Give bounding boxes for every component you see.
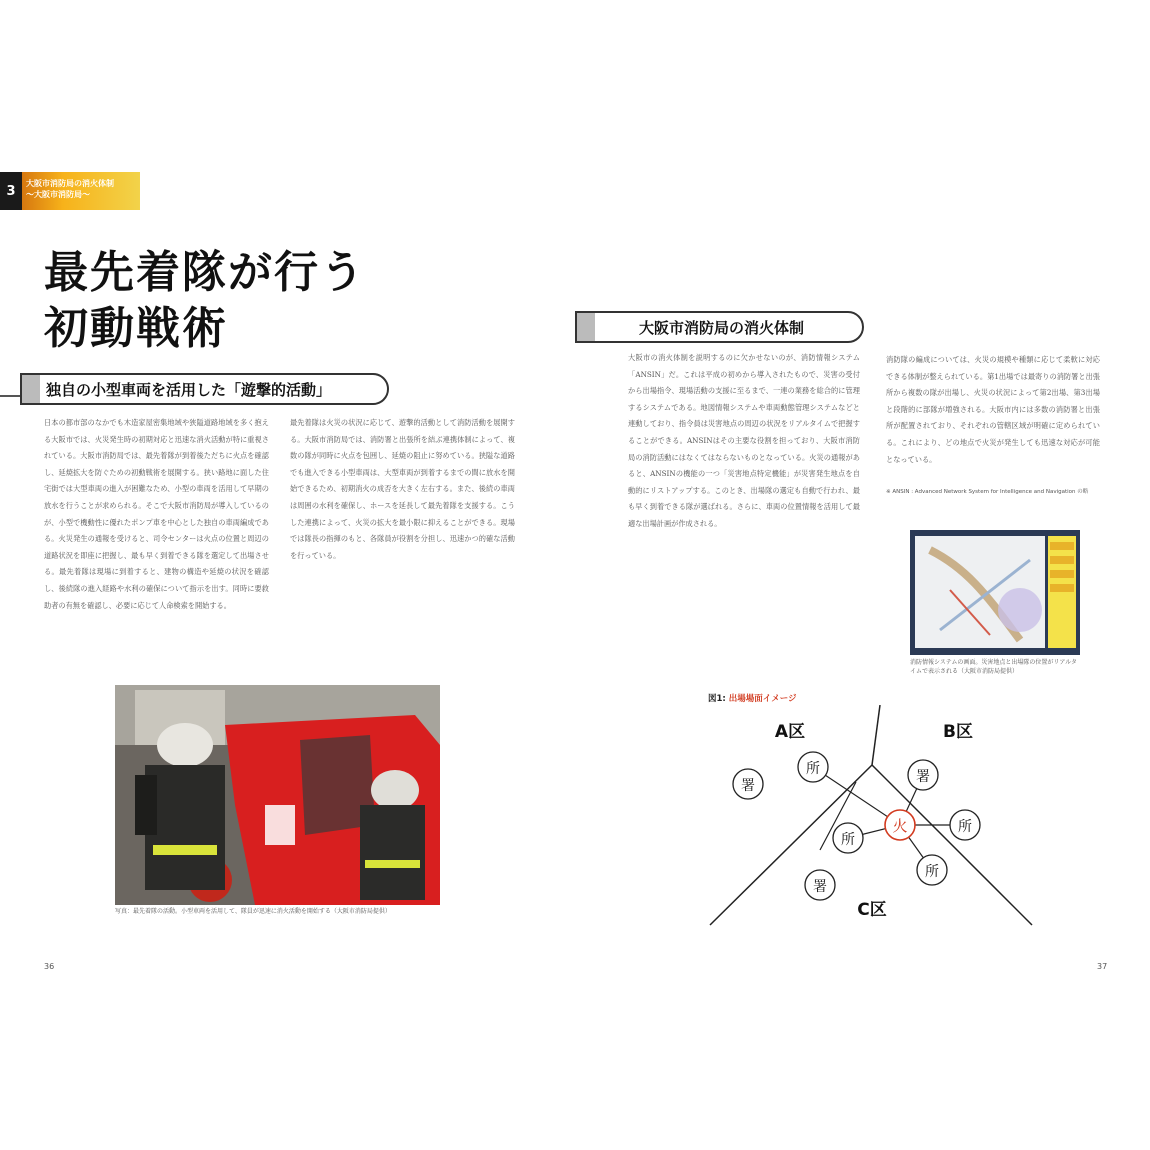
section-heading-1-text: 独自の小型車両を活用した「遊撃的活動」	[46, 381, 332, 399]
svg-text:火: 火	[892, 817, 908, 835]
figure-label-prefix: 図1:	[708, 694, 726, 704]
page-title-line2: 初動戦術	[44, 303, 228, 354]
heading-band	[577, 313, 595, 341]
branch-node	[917, 855, 947, 885]
station-node	[805, 870, 835, 900]
branch-node	[798, 752, 828, 782]
photo-caption-2: 消防情報システムの画面。災害地点と出場隊の位置がリアルタイムで表示される（大阪市消防局提供）	[910, 659, 1077, 675]
svg-text:署: 署	[916, 769, 930, 785]
branch-node	[833, 823, 863, 853]
map-screen-photo	[910, 530, 1080, 655]
svg-text:所: 所	[925, 864, 939, 880]
section-heading-2-text: 大阪市消防局の消火体制	[639, 319, 805, 337]
chapter-label-line2: 〜大阪市消防局〜	[26, 190, 90, 199]
heading-band	[22, 375, 40, 403]
body-column-left-2: 最先着隊は火災の状況に応じて、遊撃的活動として消防活動を展開する。大阪市消防局では、消防署と出張所を結ぶ連携体制によって、複数の隊が同時に火点を包囲し、延焼の阻止に努めている。狭隘な道路でも進入できる小型車両は、大型車両が到着するまでの間に放水を開始できるため、初期消火の成否を大きく左右する。また、後続の車両は周囲の水利を確保し、ホースを延長して最先着隊を支援する。こうした連携によって、火災の拡大を最小限に抑えることができる。現場では隊長の指揮のもと、各隊員が役割を分担し、迅速かつ的確な活動を行っている。	[290, 418, 515, 560]
figure-label	[708, 692, 797, 704]
station-node	[908, 760, 938, 790]
zone-boundary	[872, 765, 1032, 925]
fire-node	[885, 810, 915, 840]
zone-label-c: C区	[857, 900, 887, 920]
page-title-line1: 最先着隊が行う	[44, 247, 366, 298]
page-number-right: 37	[1097, 962, 1108, 971]
zone-label-b: B区	[943, 722, 973, 742]
page-title	[44, 245, 366, 357]
firefighter-photo	[115, 685, 440, 905]
figure-label-title: 出場場面イメージ	[728, 694, 797, 704]
photo-caption-1: 写真：最先着隊の活動。小型車両を活用して、隊員が迅速に消火活動を開始する（大阪市消防局提供）	[115, 908, 391, 915]
body-column-right-1: 大阪市の消火体制を説明するのに欠かせないのが、消防情報システム「ANSIN」だ。これは平成の初めから導入されたもので、災害の受付から出場指令、現場活動の支援に至るまで、一連の業務を総合的に管理するシステムである。地図情報システムや車両動態管理システムなどと連動しており、指令員は災害地点の周辺の状況をリアルタイムで把握することができる。ANSINはその主要な役割を担っており、大阪市消防局の消防活動にはなくてはならないものとなっている。火災の通報があると、ANSINの機能の一つ「災害地点特定機能」が災害発生地点を自動的にリストアップする。このとき、出場隊の選定も自動で行われ、最も早く到着できる隊が選ばれる。さらに、車両の位置情報を活用して最適な出場計画が作成される。	[628, 353, 860, 528]
svg-text:所: 所	[806, 761, 820, 777]
svg-text:署: 署	[741, 778, 755, 794]
svg-text:署: 署	[813, 879, 827, 895]
station-node	[733, 769, 763, 799]
svg-text:所: 所	[841, 832, 855, 848]
dispatch-diagram	[690, 705, 1050, 935]
chapter-label-line1: 大阪市消防局の消火体制	[26, 179, 114, 188]
body-column-left-1: 日本の都市部のなかでも木造家屋密集地域や狭隘道路地域を多く抱える大阪市では、火災発生時の初期対応と迅速な消火活動が特に重視されている。大阪市消防局では、最先着隊が到着後ただちに火点を確認し、延焼拡大を防ぐための初動戦術を展開する。狭い路地に面した住宅街では大型車両の進入が困難なため、小型の車両を活用して早期の放水を行うことが求められる。そこで大阪市消防局が導入しているのが、小型で機動性に優れたポンプ車を中心とした独自の車両編成である。火災発生の通報を受けると、司令センターは火点の位置と周辺の道路状況を即座に把握し、最も早く到着できる隊を選定して出場させる。最先着隊は現場に到着すると、建物の構造や延焼の状況を確認し、後続隊の進入経路や水利の確保について指示を出す。同時に要救助者の有無を確認し、必要に応じて人命検索を開始する。	[44, 418, 269, 610]
section-heading-2	[575, 311, 864, 343]
section-heading-1	[20, 373, 389, 405]
chapter-number: 3	[0, 172, 22, 210]
svg-text:所: 所	[958, 819, 972, 835]
zone-boundary	[872, 705, 880, 765]
footnote: ※ ANSIN : Advanced Network System for Intelligence and Navigation の略	[886, 489, 1089, 495]
page-number-left: 36	[44, 962, 55, 971]
body-column-right-2: 消防隊の編成については、火災の規模や種類に応じて柔軟に対応できる体制が整えられている。第1出場では最寄りの消防署と出張所から複数の隊が出場し、火災の状況によって第2出場、第3出場と段階的に部隊が増強される。大阪市内には多数の消防署と出張所が配置されており、それぞれの管轄区域が明確に定められている。これにより、どの地点で火災が発生しても迅速な対応が可能となっている。	[886, 355, 1100, 464]
zone-label-a: A区	[774, 722, 806, 742]
branch-node	[950, 810, 980, 840]
chapter-label	[26, 178, 114, 200]
